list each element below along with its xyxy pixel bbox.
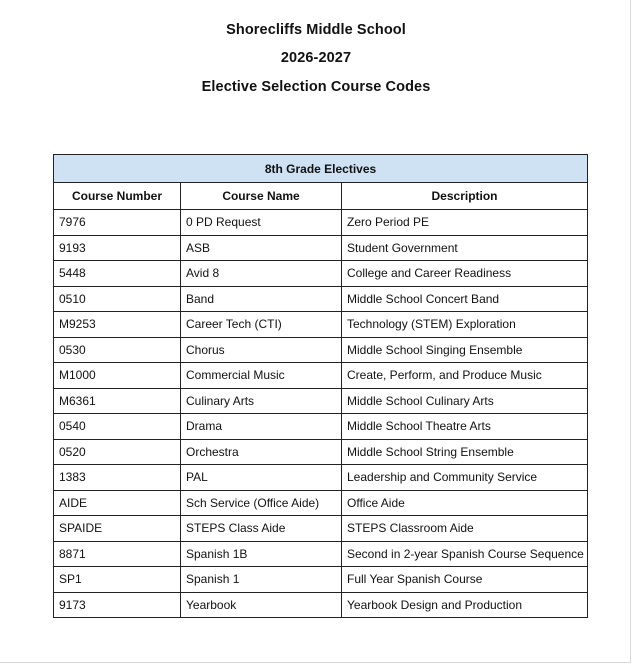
table-row	[54, 337, 588, 363]
course-name-cell: Yearbook	[181, 592, 342, 618]
table-row	[54, 490, 588, 516]
table-row	[54, 516, 588, 542]
col-header-course-number: Course Number	[54, 183, 181, 210]
course-number-cell: 5448	[54, 261, 181, 287]
description-cell: Yearbook Design and Production	[342, 592, 588, 618]
course-number-cell: 0540	[54, 414, 181, 440]
table-body	[54, 210, 588, 618]
course-number-cell: M9253	[54, 312, 181, 338]
description-cell: Zero Period PE	[342, 210, 588, 236]
description-cell: Middle School Singing Ensemble	[342, 337, 588, 363]
course-number-cell: 0530	[54, 337, 181, 363]
course-number-cell: M6361	[54, 388, 181, 414]
description-cell: Second in 2-year Spanish Course Sequence	[342, 541, 588, 567]
course-number-cell: 7976	[54, 210, 181, 236]
table-row	[54, 541, 588, 567]
course-number-cell: SP1	[54, 567, 181, 593]
course-name-cell: PAL	[181, 465, 342, 491]
course-number-cell: SPAIDE	[54, 516, 181, 542]
description-cell: Office Aide	[342, 490, 588, 516]
description-cell: Create, Perform, and Produce Music	[342, 363, 588, 389]
table-row	[54, 312, 588, 338]
course-number-cell: M1000	[54, 363, 181, 389]
col-header-description: Description	[342, 183, 588, 210]
table-row	[54, 439, 588, 465]
course-number-cell: 9193	[54, 235, 181, 261]
school-year: 2026-2027	[280, 50, 352, 66]
description-cell: Middle School String Ensemble	[342, 439, 588, 465]
description-cell: College and Career Readiness	[342, 261, 588, 287]
col-header-course-name: Course Name	[181, 183, 342, 210]
group-header: 8th Grade Electives	[54, 155, 588, 183]
description-cell: Student Government	[342, 235, 588, 261]
table-row	[54, 261, 588, 287]
course-name-cell: 0 PD Request	[181, 210, 342, 236]
description-cell: Leadership and Community Service	[342, 465, 588, 491]
table-row	[54, 210, 588, 236]
table-row	[54, 567, 588, 593]
course-name-cell: Culinary Arts	[181, 388, 342, 414]
description-cell: Middle School Theatre Arts	[342, 414, 588, 440]
course-name-cell: ASB	[181, 235, 342, 261]
column-header-row	[54, 183, 588, 210]
table-row	[54, 286, 588, 312]
course-name-cell: Avid 8	[181, 261, 342, 287]
course-number-cell: 9173	[54, 592, 181, 618]
table-row	[54, 414, 588, 440]
course-name-cell: Commercial Music	[181, 363, 342, 389]
course-number-cell: 0520	[54, 439, 181, 465]
description-cell: Middle School Concert Band	[342, 286, 588, 312]
course-name-cell: Career Tech (CTI)	[181, 312, 342, 338]
course-number-cell: AIDE	[54, 490, 181, 516]
course-name-cell: Band	[181, 286, 342, 312]
course-number-cell: 8871	[54, 541, 181, 567]
description-cell: Full Year Spanish Course	[342, 567, 588, 593]
course-name-cell: Drama	[181, 414, 342, 440]
description-cell: Technology (STEM) Exploration	[342, 312, 588, 338]
school-name: Shorecliffs Middle School	[226, 22, 406, 38]
course-name-cell: Sch Service (Office Aide)	[181, 490, 342, 516]
course-name-cell: Chorus	[181, 337, 342, 363]
course-name-cell: Orchestra	[181, 439, 342, 465]
table-row	[54, 235, 588, 261]
electives-table	[53, 154, 588, 618]
group-header-row	[54, 155, 588, 183]
course-name-cell: STEPS Class Aide	[181, 516, 342, 542]
description-cell: STEPS Classroom Aide	[342, 516, 588, 542]
table-row	[54, 388, 588, 414]
document-title: Elective Selection Course Codes	[201, 79, 431, 95]
course-name-cell: Spanish 1	[181, 567, 342, 593]
table-row	[54, 465, 588, 491]
description-cell: Middle School Culinary Arts	[342, 388, 588, 414]
table-row	[54, 592, 588, 618]
course-name-cell: Spanish 1B	[181, 541, 342, 567]
course-number-cell: 1383	[54, 465, 181, 491]
table-row	[54, 363, 588, 389]
course-number-cell: 0510	[54, 286, 181, 312]
